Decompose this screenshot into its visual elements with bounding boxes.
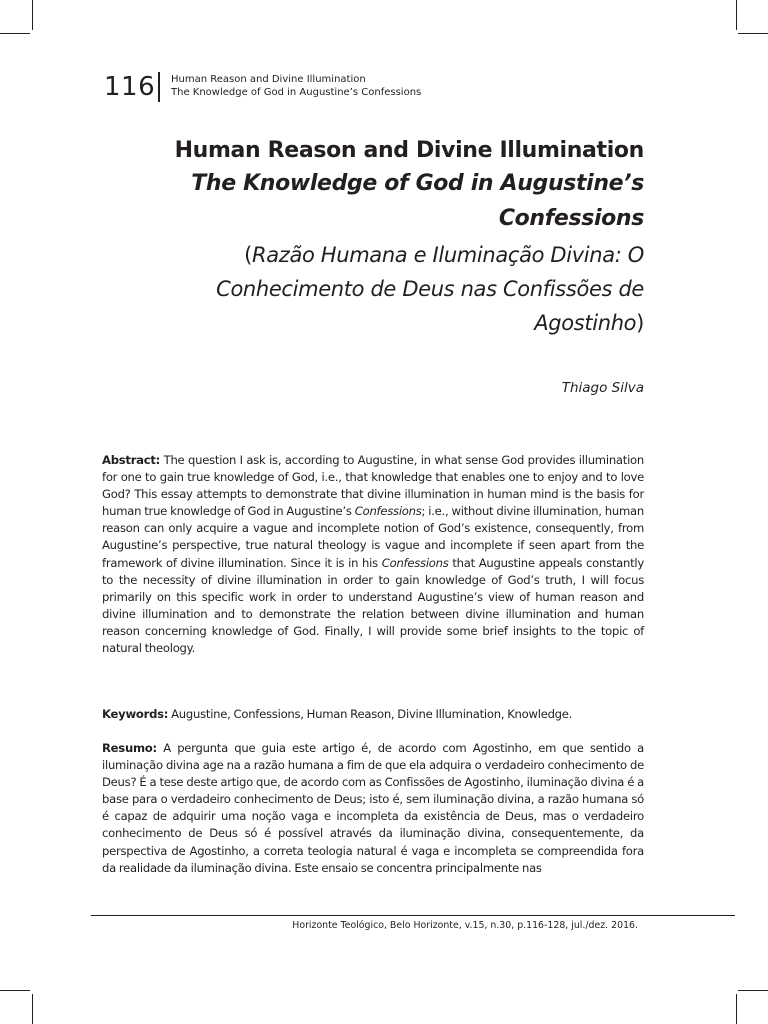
abstract-text-2: ; i.e., without divine illumination, human reason can only acquire a vague and incomplete notion of God’s existence, consequently, from Augustine’s perspective, true natural theology is vague and incomplete if seen apart from the framework of divine illumination. Since it is in his bbox=[102, 504, 644, 570]
portuguese-title bbox=[100, 238, 644, 340]
crop-mark-bottom-left bbox=[32, 994, 33, 1024]
abstract-label: Abstract: bbox=[102, 453, 161, 467]
crop-mark-bottom-left-horizontal bbox=[0, 990, 30, 991]
running-head bbox=[171, 73, 591, 99]
resumo-label: Resumo: bbox=[102, 741, 157, 755]
footer-rule bbox=[91, 915, 735, 916]
crop-mark-top-right bbox=[736, 0, 737, 30]
crop-mark-bottom-right-horizontal bbox=[738, 990, 768, 991]
article-subtitle-line-1: The Knowledge of God in Augustine’s bbox=[191, 171, 644, 196]
portuguese-title-text-3: Agostinho bbox=[534, 311, 637, 335]
portuguese-title-line-1 bbox=[100, 238, 644, 272]
page-number: 116 bbox=[104, 72, 156, 102]
portuguese-title-line-3 bbox=[100, 306, 644, 340]
running-head-divider bbox=[158, 72, 160, 102]
portuguese-title-text-1: Razão Humana e Iluminação Divina: O bbox=[252, 243, 644, 267]
journal-citation: Horizonte Teológico, Belo Horizonte, v.15, n.30, p.116-128, jul./dez. 2016. bbox=[292, 920, 638, 931]
abstract-paragraph bbox=[102, 452, 644, 657]
portuguese-title-line-2: Conhecimento de Deus nas Confissões de bbox=[216, 277, 644, 301]
abstract-text-1: The question I ask is, according to Augustine, in what sense God provides illumination for one to gain true knowledge of God, i.e., that knowledge that enables one to enjoy and to love God? This essay attempts to demonstrate that divine illumination in human mind is the basis for human true knowledge of God in Augustine’s bbox=[102, 453, 644, 519]
running-head-line-2: The Knowledge of God in Augustine’s Confessions bbox=[171, 87, 422, 98]
abstract-italic-1: Confessions bbox=[354, 504, 422, 519]
article-title: Human Reason and Divine Illumination bbox=[174, 138, 644, 163]
abstract-text-3: that Augustine appeals constantly to the necessity of divine illumination in order to gain knowledge of God’s truth, I will focus primarily on this specific work in order to understand Augustine’s view of human reason and divine illumination and to demonstrate the relation between divine illumination and human reason concerning knowledge of God. Finally, I will provide some brief insights to the topic of natural theology. bbox=[102, 555, 644, 656]
crop-mark-top-left bbox=[32, 0, 33, 30]
keywords-label: Keywords: bbox=[102, 707, 169, 721]
keywords-paragraph bbox=[102, 706, 644, 723]
resumo-text: A pergunta que guia este artigo é, de acordo com Agostinho, em que sentido a iluminação divina age na a razão humana a fim de que ela adquira o verdadeiro conhecimento de Deus? É a tese deste artigo que, de acordo com as Confissões de Agostinho, iluminação divina é a base para o verdadeiro conhecimento de Deus; isto é, sem iluminação divina, a razão humana só é capaz de adquirir uma noção vaga e incompleta da existência de Deus, mas o verdadeiro conhecimento de Deus só é possível através da iluminação divina, consequentemente, da perspectiva de Agostinho, a correta teologia natural é vaga e incompleta se compreendida fora da realidade da iluminação divina. Este ensaio se concentra principalmente nas bbox=[102, 741, 644, 875]
crop-mark-top-left-horizontal bbox=[0, 33, 30, 34]
abstract-italic-2: Confessions bbox=[381, 555, 449, 570]
crop-mark-bottom-right bbox=[736, 994, 737, 1024]
author-name: Thiago Silva bbox=[561, 380, 644, 396]
keywords-text: Augustine, Confessions, Human Reason, Divine Illumination, Knowledge. bbox=[168, 707, 573, 721]
crop-mark-top-right-horizontal bbox=[738, 33, 768, 34]
close-paren: ) bbox=[636, 311, 644, 335]
resumo-paragraph bbox=[102, 740, 644, 877]
article-subtitle-line-2: Confessions bbox=[498, 206, 644, 231]
running-head-line-1: Human Reason and Divine Illumination bbox=[171, 74, 366, 85]
open-paren: ( bbox=[244, 243, 253, 267]
article-title-block bbox=[100, 136, 644, 340]
